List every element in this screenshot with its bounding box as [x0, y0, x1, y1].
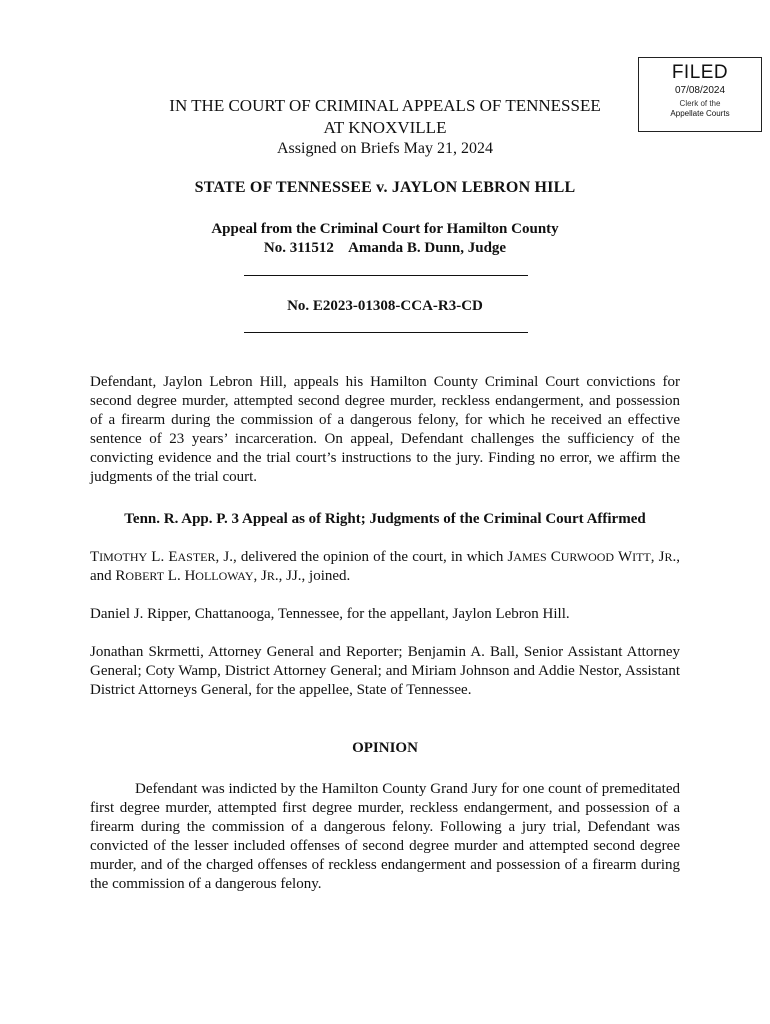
counsel-appellee: Jonathan Skrmetti, Attorney General and Reporter; Benjamin A. Ball, Senior Assistant Attorney General; Coty Wamp, District Attorney General; and Miriam Johnson and Addie Nestor, Assistant District Attorneys General, for the appellee, State of Tennessee. [90, 644, 680, 698]
court-name: IN THE COURT OF CRIMINAL APPEALS OF TENNESSEE [169, 96, 601, 115]
court-location: AT KNOXVILLE [323, 118, 447, 137]
judge-smallcaps: R [266, 569, 275, 583]
judge-smallcaps: OLLOWAY [195, 569, 254, 583]
stamp-courts-line: Appellate Courts [670, 109, 730, 118]
case-summary: Defendant, Jaylon Lebron Hill, appeals his Hamilton County Criminal Court convictions for second degree murder, attempted second degree murder, reckless endangerment, and possession of a firearm during the commission of a dangerous felony, for which he received an effective sentence of 23 years’ incarceration. On appeal, Defendant challenges the sufficiency of the convicting evidence and the trial court’s instructions to the jury. Finding no error, we affirm the judgments of the trial court. [90, 374, 680, 485]
counsel-appellant: Daniel J. Ripper, Chattanooga, Tennessee, for the appellant, Jaylon Lebron Hill. [90, 606, 570, 622]
judge-smallcaps: ITT [632, 550, 651, 564]
appeal-info [0, 220, 770, 258]
opinion-heading: OPINION [352, 740, 418, 756]
authoring-judges [90, 548, 680, 586]
trial-number-judge: No. 311512 Amanda B. Dunn, Judge [263, 240, 507, 256]
filed-stamp [638, 57, 762, 132]
court-heading [130, 95, 640, 139]
case-caption: STATE OF TENNESSEE v. JAYLON LEBRON HILL [194, 179, 576, 196]
divider-top [244, 275, 528, 276]
judge-smallcaps: AMES [513, 550, 547, 564]
briefs-date: Assigned on Briefs May 21, 2024 [277, 140, 493, 157]
judge-smallcaps: IMOTHY [99, 550, 148, 564]
stamp-status: FILED [671, 62, 729, 83]
stamp-clerk-line: Clerk of the [679, 99, 721, 108]
judge-text: , J., delivered the opinion of the court, in which J [215, 549, 514, 565]
judge-text: ., JJ., joined. [274, 568, 351, 584]
judge-smallcaps: OBERT [125, 569, 165, 583]
judge-smallcaps: R [664, 550, 673, 564]
judge-text: W [614, 549, 633, 565]
appeal-court: Appeal from the Criminal Court for Hamilton County [211, 221, 559, 237]
judge-text: ., and R [90, 549, 680, 584]
stamp-date: 07/08/2024 [674, 85, 726, 96]
judge-text: L. H [164, 568, 196, 584]
docket-number: No. E2023-01308-CCA-R3-CD [287, 298, 483, 314]
judge-text: , J [650, 549, 665, 565]
judge-text: C [546, 549, 561, 565]
divider-bottom [244, 332, 528, 333]
holding-line: Tenn. R. App. P. 3 Appeal as of Right; Judgments of the Criminal Court Affirmed [124, 511, 646, 527]
judge-text: T [90, 549, 100, 565]
judge-text: L. E [147, 549, 178, 565]
opinion-paragraph: Defendant was indicted by the Hamilton County Grand Jury for one count of premeditated first degree murder, attempted first degree murder, reckless endangerment, and possession of a firearm during the commission of a dangerous felony. Following a jury trial, Defendant was convicted of the lesser included offenses of second degree murder and attempted second degree murder, and of the charged offenses of reckless endangerment and possession of a firearm during the commission of a dangerous felony. [90, 781, 680, 892]
judge-text: , J [253, 568, 267, 584]
judge-smallcaps: ASTER [177, 550, 216, 564]
judge-smallcaps: URWOOD [560, 550, 615, 564]
